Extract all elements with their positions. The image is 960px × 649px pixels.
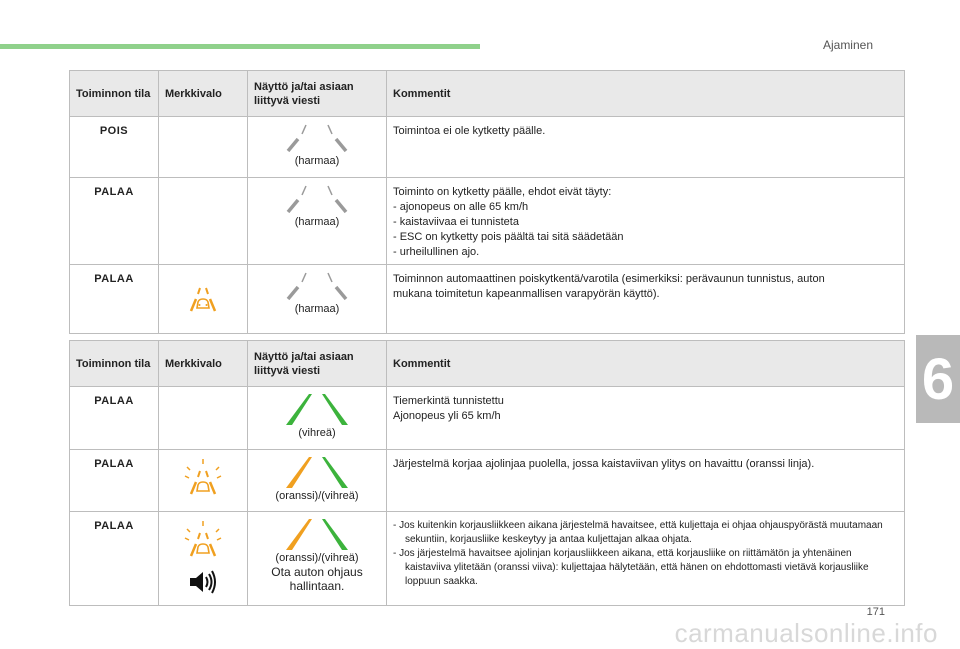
display-caption: (oranssi)/(vihreä) <box>275 490 359 502</box>
display-caption: (vihreä) <box>298 427 336 439</box>
comment-cell <box>387 265 905 334</box>
lane-correction-icon <box>181 518 225 562</box>
state-cell: PALAA <box>70 450 159 512</box>
header-state: Toiminnon tila <box>70 341 159 387</box>
header-indicator: Merkkivalo <box>159 71 248 117</box>
comment-line: mukana toimitetun kapeanmallisen varapyörän käyttö). <box>393 288 660 300</box>
comment-line: Tiemerkintä tunnistettu <box>393 395 504 407</box>
display-cell <box>248 512 387 606</box>
comment-line: - urheilullinen ajo. <box>393 246 480 258</box>
speaker-icon <box>188 570 218 594</box>
lane-lines-grey-icon <box>272 121 362 155</box>
comment-line: Toimintoa ei ole kytketty päälle. <box>393 125 546 137</box>
table-row <box>70 387 905 450</box>
comment-cell <box>387 117 905 178</box>
comment-line: - ESC on kytketty pois päältä tai sitä säädetään <box>393 231 624 243</box>
display-cell <box>248 265 387 334</box>
comment-line: Toiminnon automaattinen poiskytkentä/varotila (esimerkiksi: perävaunun tunnistus, auton <box>393 273 825 285</box>
indicator-cell <box>159 117 248 178</box>
table-row <box>70 117 905 178</box>
display-cell <box>248 178 387 265</box>
header-comments: Kommentit <box>387 341 905 387</box>
indicator-cell <box>159 178 248 265</box>
chapter-tab: 6 <box>916 335 960 423</box>
display-note: Ota auton ohjaus hallintaan. <box>271 565 363 593</box>
display-cell <box>248 387 387 450</box>
comment-cell <box>387 512 905 606</box>
comment-cell <box>387 387 905 450</box>
indicator-cell <box>159 450 248 512</box>
table-lane-status-1 <box>69 70 905 334</box>
indicator-cell <box>159 512 248 606</box>
comment-line: - kaistaviivaa ei tunnisteta <box>393 216 519 228</box>
header-display: Näyttö ja/tai asiaan liittyvä viesti <box>248 341 387 387</box>
comment-cell <box>387 178 905 265</box>
indicator-cell <box>159 387 248 450</box>
lane-lines-orange-green-icon <box>272 454 362 490</box>
header-state: Toiminnon tila <box>70 71 159 117</box>
header-comments: Kommentit <box>387 71 905 117</box>
display-cell <box>248 450 387 512</box>
table-row <box>70 512 905 606</box>
state-cell: PALAA <box>70 265 159 334</box>
state-cell: PALAA <box>70 512 159 606</box>
section-title: Ajaminen <box>822 38 873 52</box>
header-display: Näyttö ja/tai asiaan liittyvä viesti <box>248 71 387 117</box>
display-caption: (harmaa) <box>294 303 340 315</box>
comment-line: Järjestelmä korjaa ajolinjaa puolella, jossa kaistaviivan ylitys on havaittu (oranssi linja). <box>393 458 815 470</box>
comment-line: Ajonopeus yli 65 km/h <box>393 410 501 422</box>
comment-bullet: - Jos järjestelmä havaitsee ajolinjan korjausliikkeen aikana, että korjausliike on riittämätön ja yhtenäinen kaistaviiva ylitetään (oranssi viiva): kuljettajaa hälytetään, että hänen on ehdottomasti vietävä korjausliike loppuun saakka. <box>393 548 869 587</box>
lane-lines-orange-green-icon <box>272 516 362 552</box>
display-caption: (oranssi)/(vihreä) <box>275 552 359 564</box>
display-caption: (harmaa) <box>294 216 340 228</box>
lane-lines-grey-icon <box>272 182 362 216</box>
state-cell: POIS <box>70 117 159 178</box>
comment-cell <box>387 450 905 512</box>
table-row <box>70 178 905 265</box>
watermark: carmanualsonline.info <box>674 618 938 648</box>
comment-bullet: - Jos kuitenkin korjausliikkeen aikana järjestelmä havaitsee, että kuljettaja ei ohjaa ohjauspyörästä muutamaan sekuntiin, korjausliike keskeytyy ja antaa kuljettajan alkaa ohjata. <box>393 520 883 545</box>
page-number: 171 <box>866 606 885 618</box>
header-accent-bar <box>0 44 480 49</box>
state-cell: PALAA <box>70 178 159 265</box>
comment-line: Toiminto on kytketty päälle, ehdot eivät täyty: <box>393 186 612 198</box>
table-lane-status-2 <box>69 340 905 606</box>
lane-keep-warning-icon <box>183 277 223 317</box>
lane-lines-grey-icon <box>272 269 362 303</box>
table-row <box>70 265 905 334</box>
display-cell <box>248 117 387 178</box>
header-indicator: Merkkivalo <box>159 341 248 387</box>
lane-correction-icon <box>181 456 225 500</box>
lane-lines-green-icon <box>272 391 362 427</box>
state-cell: PALAA <box>70 387 159 450</box>
display-caption: (harmaa) <box>294 155 340 167</box>
comment-line: - ajonopeus on alle 65 km/h <box>393 201 529 213</box>
table-row <box>70 450 905 512</box>
indicator-cell <box>159 265 248 334</box>
